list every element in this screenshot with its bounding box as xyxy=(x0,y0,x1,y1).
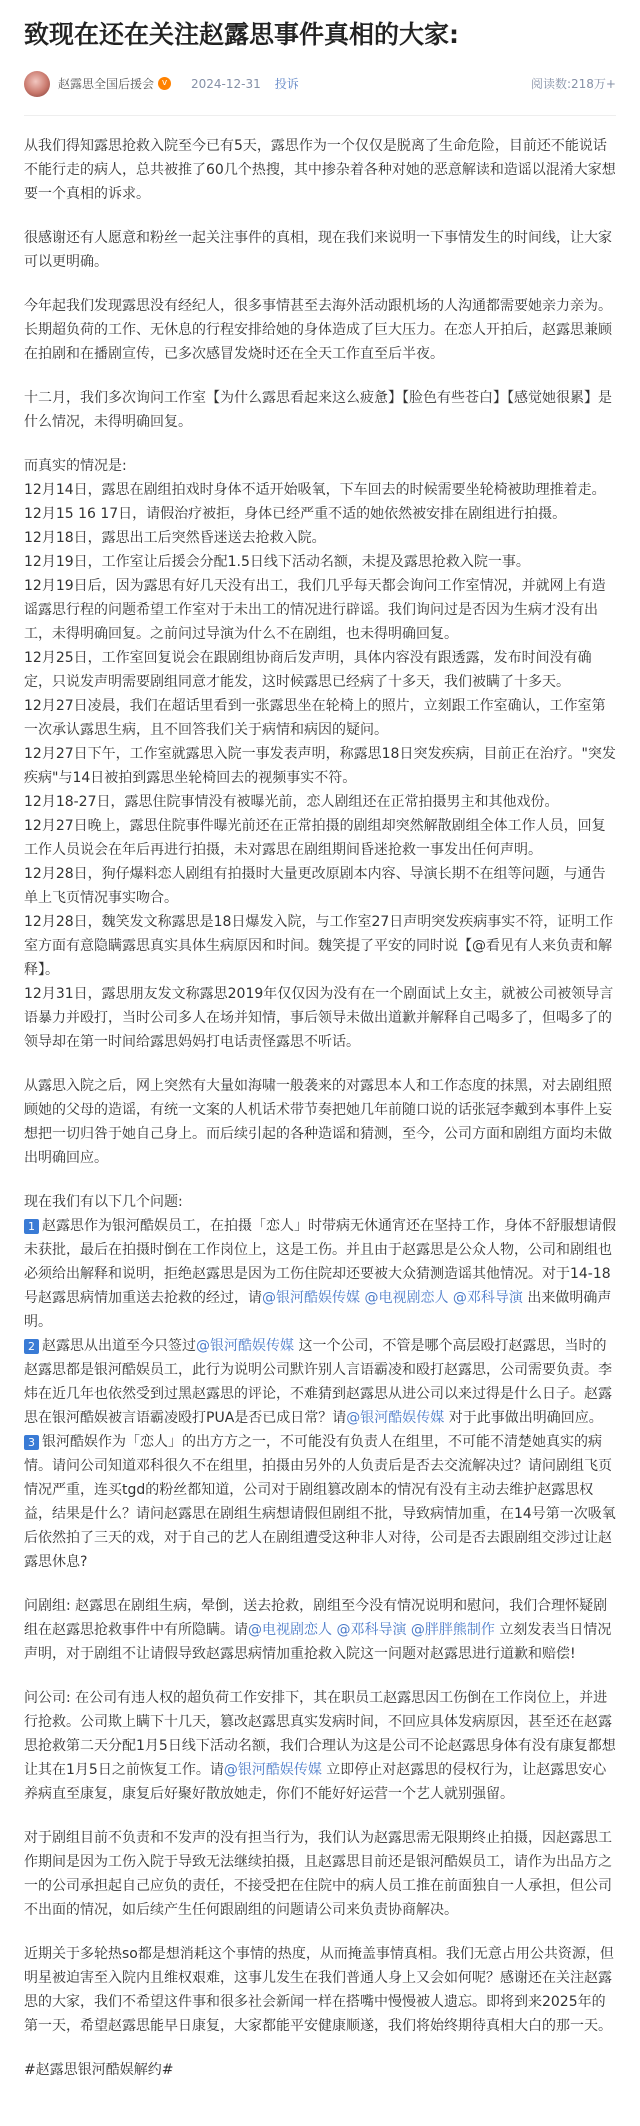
read-count: 阅读数:218万+ xyxy=(530,77,616,91)
number-badge-icon: 1 xyxy=(24,1219,39,1234)
paragraph-company xyxy=(24,1686,616,1806)
paragraph-text: 问公司: 在公司有违人权的超负荷工作安排下，其在职员工赵露思因工伤倒在工作岗位上，并进行抢救。公司欺上瞒下十几天，篡改赵露思真实发病时间，不回应具体发病原因，甚至还在赵露思抢救第二天分配1月5日线下活动名额，我们合理认为这是公司不论赵露思身体有没有康复都想让其在1月5日之前恢复工作。请 xyxy=(24,1690,616,1778)
question-text: 赵露思作为银河酷娱员工，在拍摄「恋人」时带病无休通宵还在坚持工作，身体不舒服想请假未获批，最后在拍摄时倒在工作岗位上，这是工伤。并且由于赵露思是公众人物，公司和剧组也必须给出解释和说明，拒绝赵露思是因为工伤住院却还要被大众猜测造谣其他情况。对于14-18号赵露思病情加重送去抢救的经过，请 xyxy=(24,1218,616,1306)
question-item xyxy=(24,1214,616,1334)
verified-icon: v xyxy=(158,77,171,90)
timeline-item: 12月27日凌晨，我们在超话里看到一张露思坐在轮椅上的照片，立刻跟工作室确认，工作室第一次承认露思生病，且不回答我们关于病情和病因的疑问。 xyxy=(24,698,606,738)
timeline-item: 12月28日，魏笑发文称露思是18日爆发入院，与工作室27日声明突发疾病事实不符，证明工作室方面有意隐瞒露思真实具体生病原因和时间。魏笑提了平安的同时说【@看见有人来负责和解释】。 xyxy=(24,914,614,978)
timeline-item: 12月19日，工作室让后援会分配1.5日线下活动名额，未提及露思抢救入院一事。 xyxy=(24,554,530,570)
article-title: 致现在还在关注赵露思事件真相的大家: xyxy=(24,20,459,49)
timeline-item: 12月18-27日，露思住院事情没有被曝光前，恋人剧组还在正常拍摄男主和其他戏份。 xyxy=(24,794,559,810)
mention-link[interactable]: @银河酷娱传媒 xyxy=(262,1290,360,1306)
paragraph-text: 问剧组: 赵露思在剧组生病，晕倒，送去抢救，剧组至今没有情况说明和慰问，我们合理怀疑剧组在赵露思抢救事件中有所隐瞒。请 xyxy=(24,1598,608,1638)
mention-link[interactable]: @电视剧恋人 xyxy=(248,1622,332,1638)
number-badge-icon: 2 xyxy=(24,1339,39,1354)
timeline-item: 12月14日，露思在剧组拍戏时身体不适开始吸氧，下车回去的时候需要坐轮椅被助理推着走。 xyxy=(24,482,606,498)
paragraph-text: 立即停止对赵露思的侵权行为，让赵露思安心养病直至康复，康复后好聚好散放她走，你们不能好好运营一个艺人就别强留。 xyxy=(24,1762,607,1802)
mention-link[interactable]: @邓科导演 xyxy=(452,1290,523,1306)
mention-link[interactable]: @银河酷娱传媒 xyxy=(346,1410,445,1426)
paragraph: 近期关于多轮热so都是想消耗这个事情的热度，从而掩盖事情真相。我们无意占用公共资源，但明星被迫害至入院内且维权艰难，这事儿发生在我们普通人身上又会如何呢？感谢还在关注赵露思的大家，我们不希望这件事和很多社会新闻一样在搭嘴中慢慢被人遗忘。即将到来2025年的第一天，希望赵露思能早日康复，大家都能平安健康顺遂，我们将始终期待真相大白的那一天。 xyxy=(24,1946,614,2034)
publish-date: 2024-12-31 xyxy=(191,76,261,91)
questions-intro: 现在我们有以下几个问题: xyxy=(24,1194,183,1210)
question-text: 对于此事做出明确回应。 xyxy=(444,1410,603,1426)
mention-link[interactable]: @邓科导演 xyxy=(336,1622,407,1638)
timeline-item: 12月27日下午，工作室就露思入院一事发表声明，称露思18日突发疾病，目前正在治疗。"突发疾病"与14日被拍到露思坐轮椅回去的视频事实不符。 xyxy=(24,746,616,786)
paragraph: 十二月，我们多次询问工作室【为什么露思看起来这么疲惫】【脸色有些苍白】【感觉她很累】是什么情况，未得明确回复。 xyxy=(24,390,612,430)
mention-link[interactable]: @胖胖熊制作 xyxy=(410,1622,495,1638)
author-avatar[interactable] xyxy=(24,71,50,97)
paragraph: 对于剧组目前不负责和不发声的没有担当行为，我们认为赵露思需无限期终止拍摄，因赵露思工作期间是因为工伤入院于导致无法继续拍摄，且赵露思目前还是银河酷娱员工，请作为出品方之一的公司承担起自己应负的责任，不接受把在住院中的病人员工推在前面独自一人承担，但公司不出面的情况，如后续产生任何跟剧组的问题请公司来负责协商解决。 xyxy=(24,1830,612,1918)
author-name[interactable]: 赵露思全国后援会 xyxy=(58,77,155,91)
timeline-item: 12月28日，狗仔爆料恋人剧组有拍摄时大量更改原剧本内容、导演长期不在组等问题，与通告单上飞页情况事实吻合。 xyxy=(24,866,606,906)
mention-link[interactable]: @银河酷娱传媒 xyxy=(196,1338,294,1354)
timeline-item: 12月18日，露思出工后突然昏迷送去抢救入院。 xyxy=(24,530,326,546)
question-text: 出来做明确声明。 xyxy=(24,1290,612,1330)
paragraph: 很感谢还有人愿意和粉丝一起关注事件的真相，现在我们来说明一下事情发生的时间线，让大家可以更明确。 xyxy=(24,230,612,270)
paragraph: 今年起我们发现露思没有经纪人，很多事情甚至去海外活动跟机场的人沟通都需要她亲力亲为。长期超负荷的工作、无休息的行程安排给她的身体造成了巨大压力。在恋人开拍后，赵露思兼顾在拍剧和在播剧宣传，已多次感冒发烧时还在全天工作直至后半夜。 xyxy=(24,298,612,362)
paragraph: 从我们得知露思抢救入院至今已有5天，露思作为一个仅仅是脱离了生命危险，目前还不能说话不能行走的病人，总共被推了60几个热搜，其中掺杂着各种对她的恶意解读和造谣以混淆大家想要一个真相的诉求。 xyxy=(24,138,616,202)
question-item xyxy=(24,1334,616,1430)
question-text: 这一个公司，不管是哪个高层殴打赵露思，当时的赵露思都是银河酷娱员工，此行为说明公司默许别人言语霸凌和殴打赵露思，公司需要负责。李炜在近几年也依然受到过黑赵露思的评论，不难猜到赵露思从进公司以来过得是什么日子。赵露思在银河酷娱被言语霸凌殴打PUA是否已成日常？请 xyxy=(24,1338,612,1426)
paragraph-text: 立刻发表当日情况声明，对于剧组不让请假导致赵露思病情加重抢救入院这一问题对赵露思进行道歉和赔偿! xyxy=(24,1622,612,1662)
report-link[interactable]: 投诉 xyxy=(274,77,299,91)
question-text: 银河酷娱作为「恋人」的出方方之一，不可能没有负责人在组里，不可能不清楚她真实的病情。请问公司知道邓科很久不在组里，拍摄由另外的人负责后是否去交流解决过？请问剧组飞页情况严重，连买tgd的粉丝都知道，公司对于剧组篡改剧本的情况有没有主动去维护赵露思权益，结果是什么？请问赵露思在剧组生病想请假但剧组不批，导致病情加重，在14号第一次吸氧后依然拍了三天的戏，对于自己的艺人在剧组遭受这种非人对待，公司是否去跟剧组交涉过让赵露思休息? xyxy=(24,1434,616,1570)
timeline-item: 12月27日晚上，露思住院事件曝光前还在正常拍摄的剧组却突然解散剧组全体工作人员，回复工作人员说会在年后再进行拍摄，未对露思在剧组期间昏迷抢救一事发出任何声明。 xyxy=(24,818,606,858)
timeline-intro: 而真实的情况是: xyxy=(24,458,127,474)
timeline-item: 12月25日，工作室回复说会在跟剧组协商后发声明，具体内容没有跟透露，发布时间没有确定，只说发声明需要剧组同意才能发，这时候露思已经病了十多天，我们被瞒了十多天。 xyxy=(24,650,592,690)
article-body xyxy=(24,116,616,2082)
timeline-item: 12月15 16 17日，请假治疗被拒，身体已经严重不适的她依然被安排在剧组进行拍摄。 xyxy=(24,506,567,522)
timeline xyxy=(24,454,616,1054)
mention-link[interactable]: @银河酷娱传媒 xyxy=(223,1762,322,1778)
paragraph: 从露思入院之后，网上突然有大量如海啸一般袭来的对露思本人和工作态度的抹黑，对去剧组照顾她的父母的造谣，有统一文案的人机话术带节奏把她几年前随口说的话张冠李戴到本事件上妄想把一切归咎于她自己身上。而后续引起的各种造谣和猜测，至今，公司方面和剧组方面均未做出明确回应。 xyxy=(24,1078,612,1166)
questions xyxy=(24,1190,616,1574)
mention-link[interactable]: @电视剧恋人 xyxy=(364,1290,449,1306)
question-text: 赵露思从出道至今只签过 xyxy=(42,1338,196,1354)
article-meta xyxy=(24,68,616,116)
paragraph-crew xyxy=(24,1594,616,1666)
question-item xyxy=(24,1430,616,1574)
timeline-item: 12月31日，露思朋友发文称露思2019年仅仅因为没有在一个剧面试上女主，就被公司被领导言语暴力并殴打，当时公司多人在场并知情，事后领导未做出道歉并解释自己喝多了，但喝多了的领导却在第一时间给露思妈妈打电话责怪露思不听话。 xyxy=(24,986,614,1050)
hashtag-link[interactable]: #赵露思银河酷娱解约# xyxy=(24,2062,174,2078)
timeline-item: 12月19日后，因为露思有好几天没有出工，我们几乎每天都会询问工作室情况，并就网上有造谣露思行程的问题希望工作室对于未出工的情况进行辟谣。我们询问过是否因为生病才没有出工，未得明确回复。之前问过导演为什么不在剧组，也未得明确回复。 xyxy=(24,578,606,642)
number-badge-icon: 3 xyxy=(24,1435,39,1450)
